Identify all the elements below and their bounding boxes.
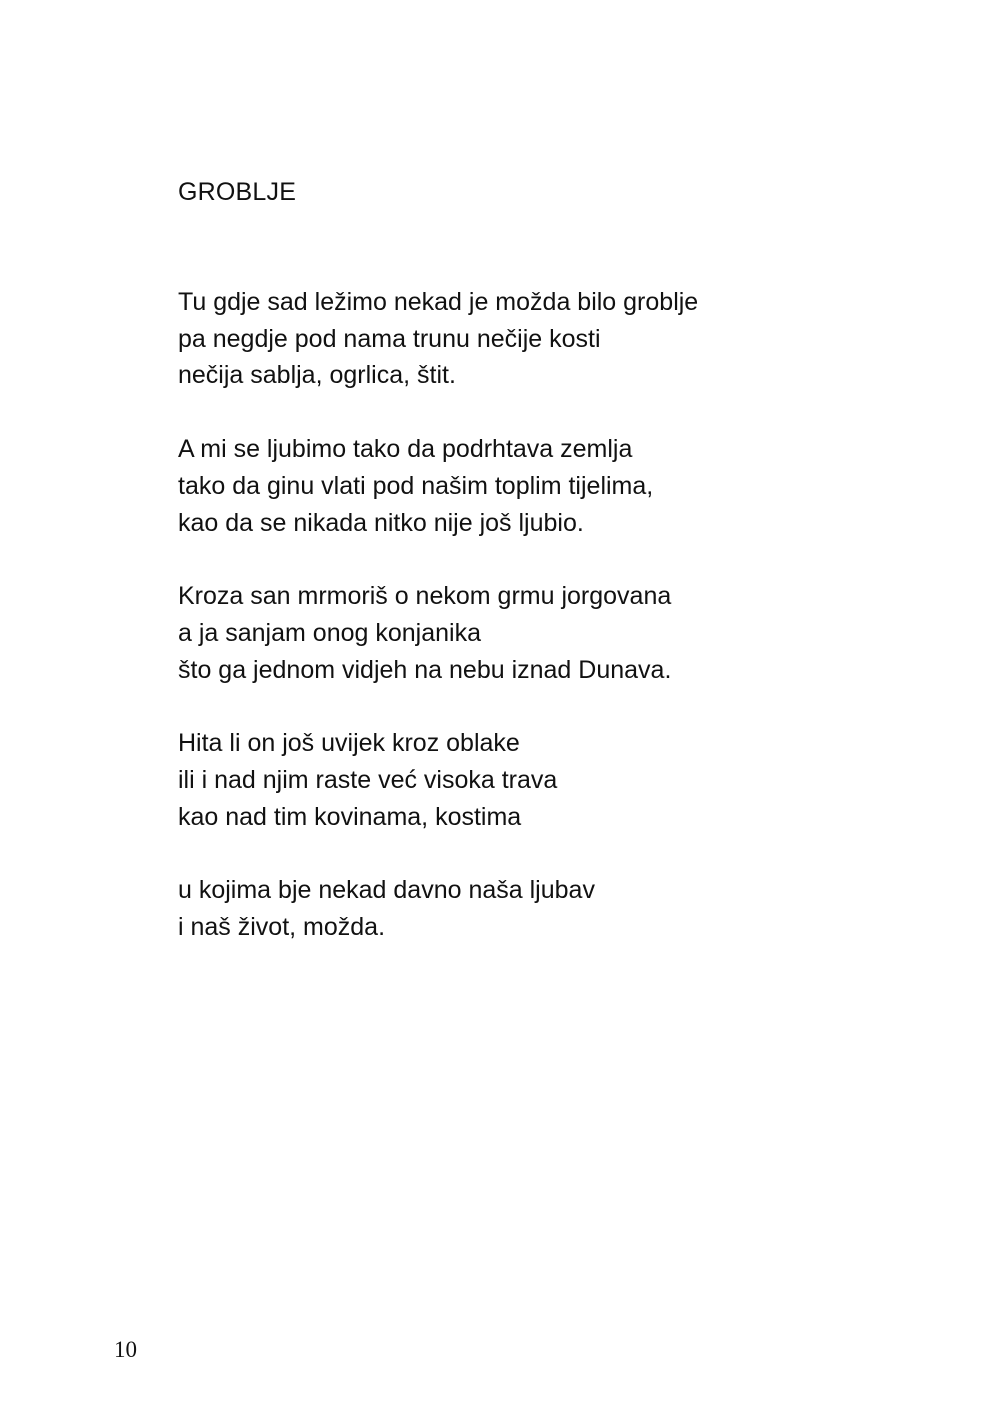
verse-line: kao da se nikada nitko nije još ljubio. (178, 508, 584, 537)
verse-line: Hita li on još uvijek kroz oblake (178, 729, 520, 758)
stanza-5 (178, 872, 878, 945)
poem-title: GROBLJE (178, 178, 297, 206)
stanza-1 (178, 284, 878, 394)
stanza-2 (178, 431, 878, 541)
verse-line: u kojima bje nekad davno naša ljubav (178, 876, 595, 905)
page-number: 10 (114, 1337, 137, 1362)
verse-line: i naš život, možda. (178, 913, 386, 942)
stanza-4 (178, 725, 878, 835)
verse-line: ili i nad njim raste već visoka trava (178, 766, 558, 795)
verse-line: kao nad tim kovinama, kostima (178, 802, 522, 831)
verse-line: Kroza san mrmoriš o nekom grmu jorgovana (178, 582, 672, 611)
verse-line: a ja sanjam onog konjanika (178, 618, 481, 647)
verse-line: što ga jednom vidjeh na nebu iznad Dunava. (178, 655, 672, 684)
verse-line: pa negdje pod nama trunu nečije kosti (178, 324, 601, 353)
verse-line: nečija sablja, ogrlica, štit. (178, 361, 456, 390)
verse-line: A mi se ljubimo tako da podrhtava zemlja (178, 435, 633, 464)
stanza-3 (178, 578, 878, 688)
verse-line: Tu gdje sad ležimo nekad je možda bilo groblje (178, 288, 699, 316)
poem-body (178, 284, 878, 983)
verse-line: tako da ginu vlati pod našim toplim tijelima, (178, 471, 654, 500)
